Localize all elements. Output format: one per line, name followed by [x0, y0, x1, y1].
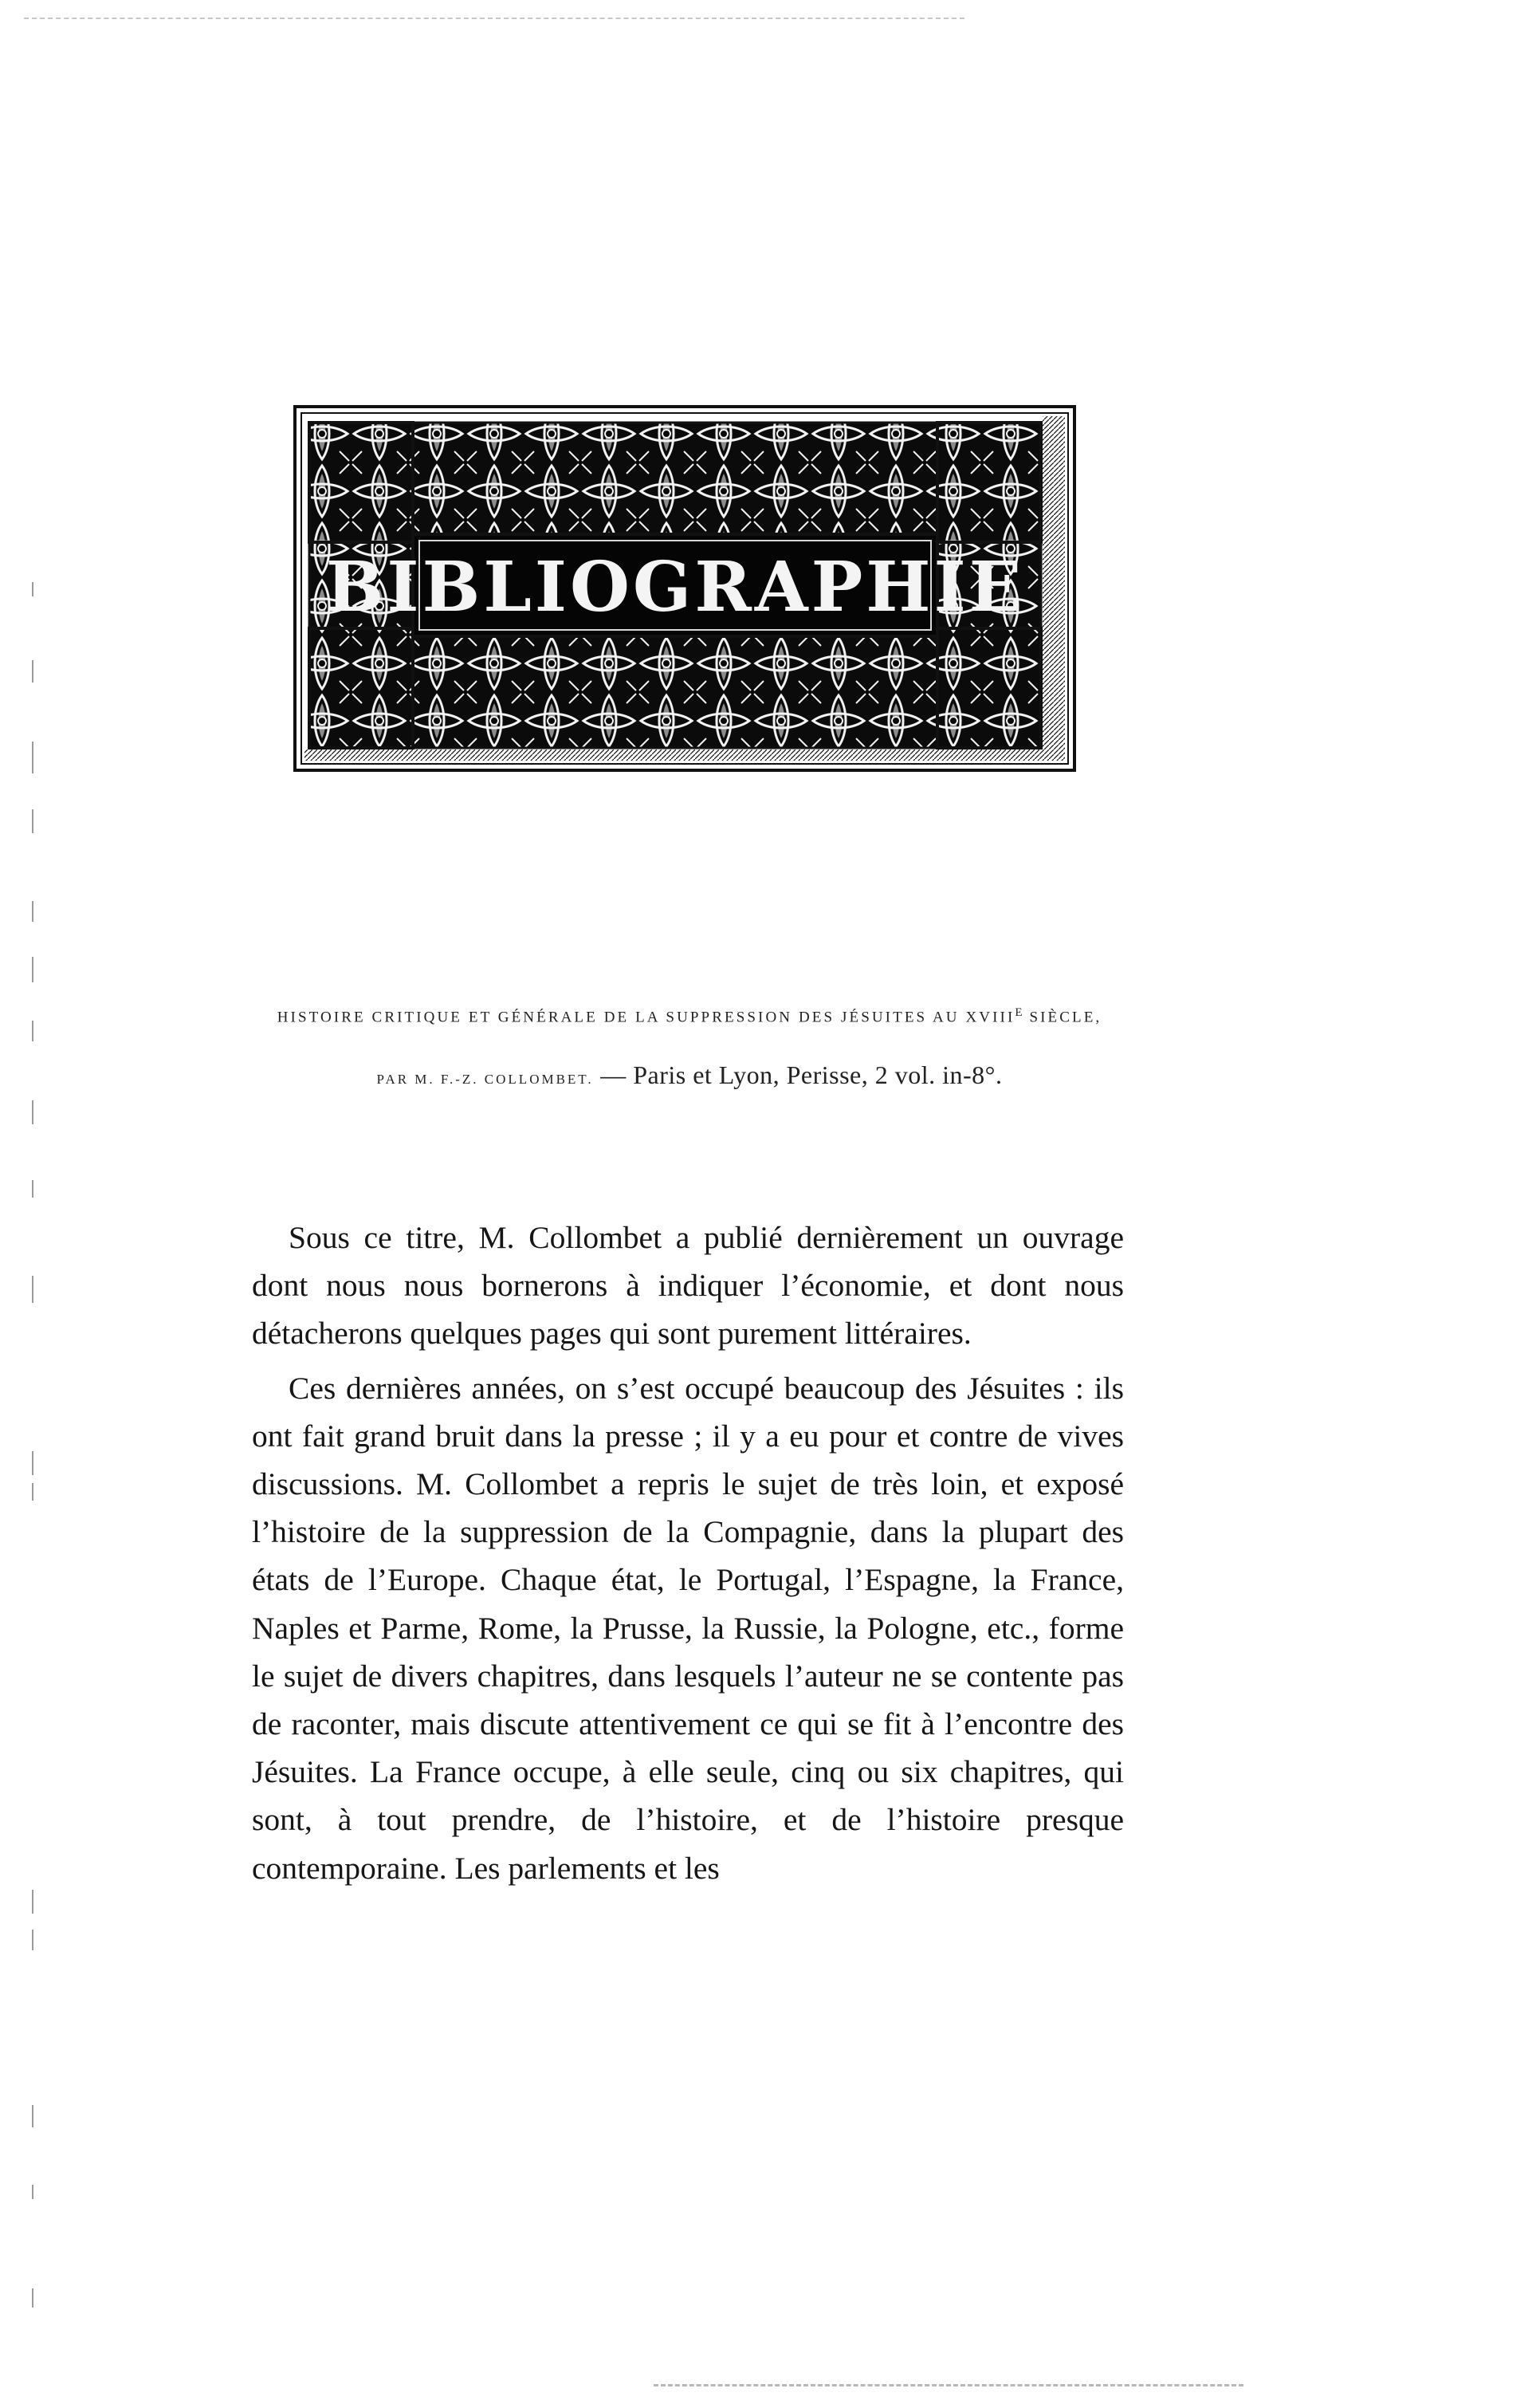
margin-scan-marks	[32, 478, 37, 2312]
citation-title-line	[255, 1006, 1124, 1026]
scan-artifact-top	[24, 18, 964, 19]
ornamental-header-banner	[293, 405, 1076, 772]
citation-title: HISTOIRE CRITIQUE ET GÉNÉRALE DE LA SUPPRESSION DES JÉSUITES AU XVIII	[277, 1009, 1015, 1026]
ornament-artwork	[293, 405, 1076, 772]
paragraph: Ces dernières années, on s’est occupé beaucoup des Jésuites : ils ont fait grand bruit dans la presse ; il y a eu pour et contre de vives discussions. M. Collombet a repris le sujet de très loin, et exposé l’histoire de la suppression de la Compagnie, dans la plupart des états de l’Europe. Chaque état, le Portugal, l’Espagne, la France, Naples et Parme, Rome, la Prusse, la Russie, la Pologne, etc., forme le sujet de divers chapitres, dans lesquels l’auteur ne se contente pas de raconter, mais discute attentivement ce qui se fit à l’encontre des Jésuites. La France occupe, à elle seule, cinq ou six chapitres, qui sont, à tout prendre, de l’histoire, et de l’histoire presque contemporaine. Les parlements et les	[252, 1370, 1124, 1886]
citation-author-line	[255, 1060, 1124, 1090]
paragraph: Sous ce titre, M. Collombet a publié dernièrement un ouvrage dont nous nous bornerons à indiquer l’économie, et dont nous détacherons quelques pages qui sont purement littéraires.	[252, 1220, 1124, 1352]
scan-artifact-bottom	[654, 2384, 1243, 2386]
citation-separator: —	[593, 1060, 634, 1089]
citation-author: PAR M. F.-Z. COLLOMBET.	[376, 1072, 594, 1087]
citation-publication: Paris et Lyon, Perisse, 2 vol. in-8°.	[633, 1060, 1003, 1089]
article-body	[252, 1214, 1124, 1892]
ornament-title-text: BIBLIOGRAPHIE	[325, 547, 1025, 628]
citation-century-superscript: E	[1015, 1006, 1023, 1019]
citation-title-tail: SIÈCLE,	[1023, 1009, 1102, 1026]
